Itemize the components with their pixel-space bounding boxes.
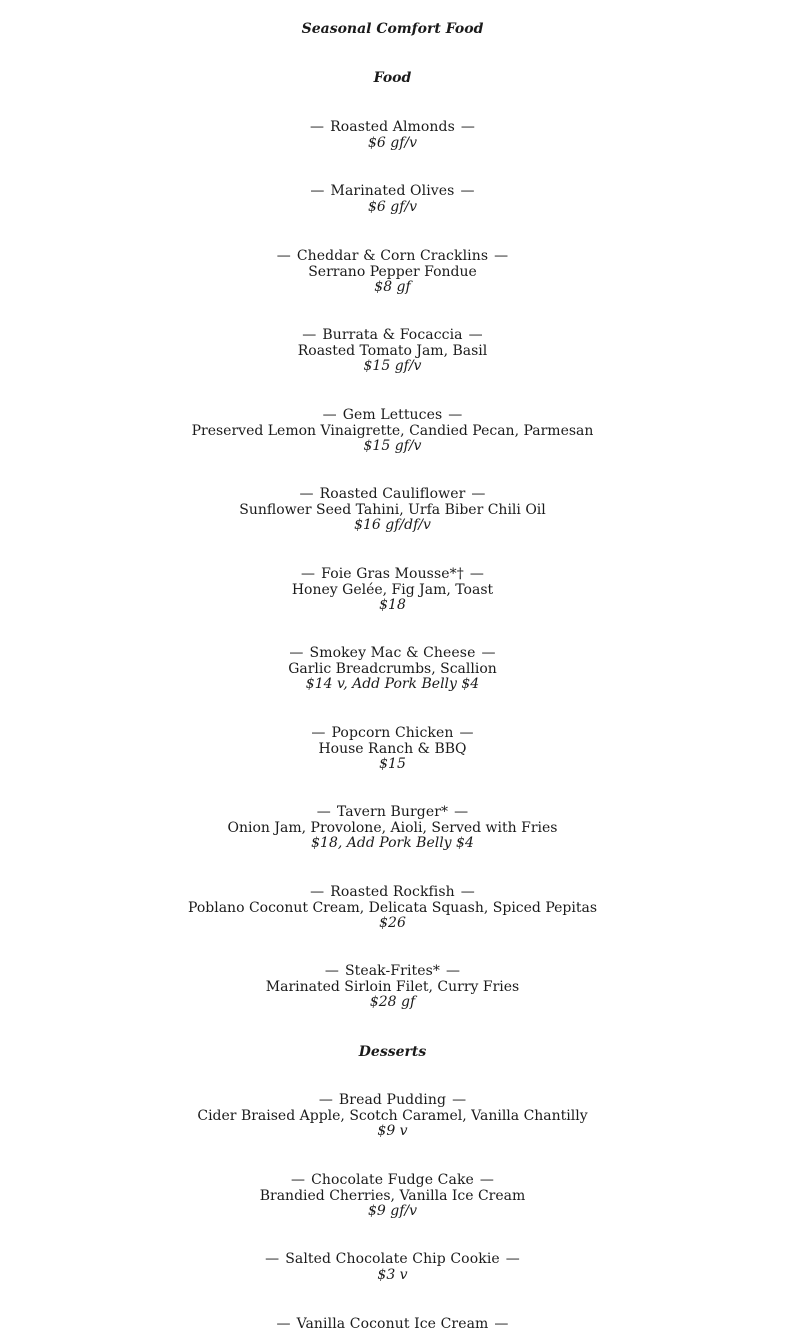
menu-item <box>0 487 785 534</box>
em-dash: — <box>299 486 314 502</box>
em-dash: — <box>469 566 484 582</box>
menu-item-name <box>0 567 785 583</box>
menu-item-name-text: Tavern Burger* <box>336 804 449 820</box>
menu-item-price: $9 gf/v <box>367 1203 418 1219</box>
menu-item-price: $14 v, Add Pork Belly $4 <box>305 676 480 692</box>
menu-item-price: $15 <box>379 756 406 772</box>
em-dash: — <box>310 884 325 900</box>
em-dash: — <box>479 1172 495 1188</box>
menu-item-price: $15 gf/v <box>363 438 422 454</box>
menu-item <box>0 646 785 693</box>
em-dash: — <box>460 119 475 135</box>
em-dash: — <box>448 407 463 423</box>
menu-item <box>0 1093 785 1140</box>
menu-item <box>0 249 785 296</box>
em-dash: — <box>459 725 474 741</box>
em-dash: — <box>310 183 325 199</box>
menu-item-name-text: Salted Chocolate Chip Cookie <box>285 1251 500 1267</box>
menu-item-name <box>0 885 785 901</box>
em-dash: — <box>505 1251 520 1267</box>
em-dash: — <box>310 119 325 135</box>
em-dash: — <box>452 1092 467 1108</box>
menu-item-name <box>0 1252 785 1268</box>
menu-item-name <box>0 1317 785 1333</box>
menu-item-name <box>0 726 785 742</box>
menu-item-price: $15 gf/v <box>363 358 422 374</box>
menu-item-name-text: Roasted Almonds <box>330 119 455 135</box>
menu-item <box>0 1317 785 1333</box>
menu-item-description: Cider Braised Apple, Scotch Caramel, Vanilla Chantilly <box>197 1107 588 1124</box>
menu-item <box>0 328 785 375</box>
menu-item-description: Serrano Pepper Fondue <box>308 263 477 280</box>
menu-item-name <box>0 249 785 265</box>
menu-item <box>0 184 785 215</box>
em-dash: — <box>471 486 486 502</box>
menu-item <box>0 567 785 614</box>
menu-item-name-text: Marinated Olives <box>330 183 455 199</box>
menu-item-name-text: Smokey Mac & Cheese <box>309 645 476 661</box>
menu-item-name-text: Roasted Rockfish <box>330 884 455 900</box>
menu-item-description: Roasted Tomato Jam, Basil <box>297 342 488 359</box>
em-dash: — <box>460 884 475 900</box>
menu-title: Seasonal Comfort Food <box>301 21 484 37</box>
em-dash: — <box>316 804 331 820</box>
em-dash: — <box>494 248 509 264</box>
menu-item <box>0 120 785 151</box>
menu-item-name <box>0 646 785 662</box>
menu-item-description: House Ranch & BBQ <box>318 740 467 757</box>
em-dash: — <box>324 963 339 979</box>
menu-item-price: $8 gf <box>374 279 411 295</box>
menu-item-name <box>0 1093 785 1109</box>
menu-item-name-text: Foie Gras Mousse*† <box>321 566 464 582</box>
menu-item-name-text: Popcorn Chicken <box>331 725 454 741</box>
menu-item-name-text: Roasted Cauliflower <box>319 486 466 502</box>
em-dash: — <box>301 566 316 582</box>
menu-item-description: Poblano Coconut Cream, Delicata Squash, Spiced Pepitas <box>187 899 598 916</box>
em-dash: — <box>318 1092 333 1108</box>
em-dash: — <box>494 1316 509 1332</box>
em-dash: — <box>265 1251 280 1267</box>
menu-item-name <box>0 184 785 200</box>
em-dash: — <box>481 645 496 661</box>
menu-item-price: $18 <box>379 597 406 613</box>
menu-item-name-text: Vanilla Coconut Ice Cream <box>296 1316 489 1332</box>
menu-item <box>0 885 785 932</box>
em-dash: — <box>454 804 469 820</box>
menu-item <box>0 408 785 455</box>
em-dash: — <box>276 248 291 264</box>
menu-item-price: $6 gf/v <box>367 198 418 215</box>
menu-item-price: $6 gf/v <box>367 134 418 151</box>
menu-item-price: $18, Add Pork Belly $4 <box>311 835 474 851</box>
em-dash: — <box>468 327 483 343</box>
menu-item-name <box>0 964 785 980</box>
menu-item-description: Garlic Breadcrumbs, Scallion <box>288 660 497 677</box>
menu-item-description: Preserved Lemon Vinaigrette, Candied Pecan, Parmesan <box>191 422 594 439</box>
menu-item <box>0 726 785 773</box>
menu-item-price: $3 v <box>377 1266 408 1283</box>
menu-item-name-text: Bread Pudding <box>338 1092 447 1108</box>
menu-item-name <box>0 408 785 424</box>
section-title-desserts: Desserts <box>358 1044 427 1060</box>
menu-item-description: Brandied Cherries, Vanilla Ice Cream <box>259 1187 526 1204</box>
em-dash: — <box>276 1316 291 1332</box>
section-title-food: Food <box>373 70 412 86</box>
menu-item <box>0 805 785 852</box>
em-dash: — <box>322 407 337 423</box>
menu-item-name <box>0 328 785 344</box>
menu-item-description: Marinated Sirloin Filet, Curry Fries <box>265 978 520 995</box>
menu-item-description: Onion Jam, Provolone, Aioli, Served with Fries <box>227 819 558 836</box>
menu-item-price: $28 gf <box>369 994 416 1010</box>
em-dash: — <box>446 963 461 979</box>
em-dash: — <box>289 645 304 661</box>
em-dash: — <box>290 1172 306 1188</box>
menu-item-price: $16 gf/df/v <box>354 517 431 533</box>
menu-item-name-text: Steak-Frites* <box>344 963 441 979</box>
menu-item-name <box>0 1173 785 1189</box>
em-dash: — <box>311 725 326 741</box>
menu-item-name <box>0 120 785 136</box>
menu-item <box>0 1252 785 1283</box>
menu-item-description: Sunflower Seed Tahini, Urfa Biber Chili Oil <box>239 501 546 518</box>
menu-item-price: $9 v <box>377 1123 408 1139</box>
menu-item-name-text: Chocolate Fudge Cake <box>311 1172 474 1188</box>
menu-item <box>0 1173 785 1220</box>
menu-item <box>0 964 785 1011</box>
menu-item-name-text: Burrata & Focaccia <box>322 327 463 343</box>
menu-item-description: Honey Gelée, Fig Jam, Toast <box>291 581 494 598</box>
em-dash: — <box>302 327 317 343</box>
menu-item-name <box>0 487 785 503</box>
menu-item-price: $26 <box>379 915 406 931</box>
menu-item-name <box>0 805 785 821</box>
menu-item-name-text: Cheddar & Corn Cracklins <box>296 248 489 264</box>
em-dash: — <box>460 183 475 199</box>
menu-item-name-text: Gem Lettuces <box>342 407 443 423</box>
